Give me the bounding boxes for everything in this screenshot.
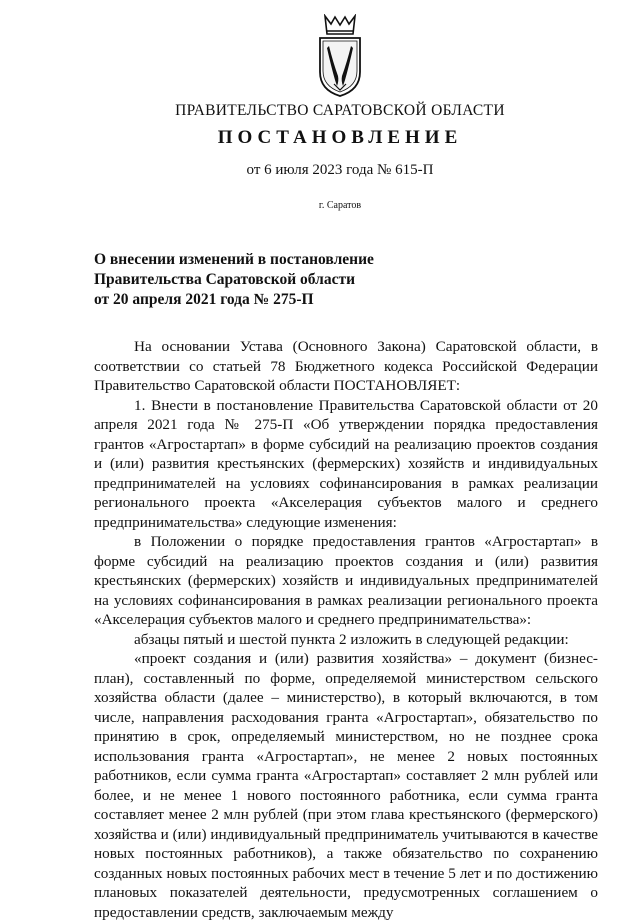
body-paragraph: в Положении о порядке предоставления грантов «Агростартап» в форме субсидий на реализацию проектов создания и (или) развития крестьянских (фермерских) хозяйств и индивидуальных предпринимателей на условиях софинансирования в рамках реализации регионального проекта «Акселерация субъектов малого и среднего предпринимательства»: [94, 533, 598, 628]
subject-line: Правительства Саратовской области [94, 271, 355, 288]
subject-line: О внесении изменений в постановление [94, 251, 374, 268]
document-type: ПОСТАНОВЛЕНИЕ [217, 127, 463, 148]
city: г. Саратов [318, 200, 362, 211]
document-body [94, 337, 598, 922]
document-subject [94, 250, 414, 310]
body-paragraph: На основании Устава (Основного Закона) Саратовской области, в соответствии со статьей 78 Бюджетного кодекса Российской Федерации Правительство Саратовской области ПОСТАНОВЛЯЕТ: [94, 338, 598, 394]
body-paragraph: 1. Внести в постановление Правительства Саратовской области от 20 апреля 2021 года № 275-П «Об утверждении порядка предоставления грантов «Агростартап» в форме субсидий на реализацию проектов создания и (или) развития крестьянских (фермерских) хозяйств и индивидуальных предпринимателей на условиях софинансирования в рамках реализации регионального проекта «Акселерация субъектов малого и среднего предпринимательства» следующие изменения: [94, 396, 598, 531]
subject-line: от 20 апреля 2021 года № 275-П [94, 291, 314, 308]
body-paragraph: «проект создания и (или) развития хозяйства» – документ (бизнес-план), составленный по форме, определяемой министерством сельского хозяйства области (далее – министерство), в который включаются, в том числе, направления расходования гранта «Агростартап», обязательство по принятию в срок, определяемый министерством, но не позднее срока использования гранта «Агростартап», не менее 2 новых постоянных работников, если сумма гранта «Агростартап» составляет 2 млн рублей или более, и не менее 1 нового постоянного работника, если сумма гранта составляет менее 2 млн рублей (при этом глава крестьянского (фермерского) хозяйства и (или) индивидуальный предприниматель учитываются в качестве новых постоянных работников), а также обязательство по сохранению созданных новых постоянных рабочих мест в течение 5 лет и по достижению плановых показателей деятельности, предусмотренных соглашением о предоставлении средств, заключаемым между [94, 650, 598, 921]
date-and-number: от 6 июля 2023 года № 615-П [246, 162, 434, 178]
saratov-coat-of-arms-icon [317, 14, 363, 98]
government-title: ПРАВИТЕЛЬСТВО САРАТОВСКОЙ ОБЛАСТИ [175, 102, 505, 119]
body-paragraph: абзацы пятый и шестой пункта 2 изложить в следующей редакции: [134, 630, 569, 648]
